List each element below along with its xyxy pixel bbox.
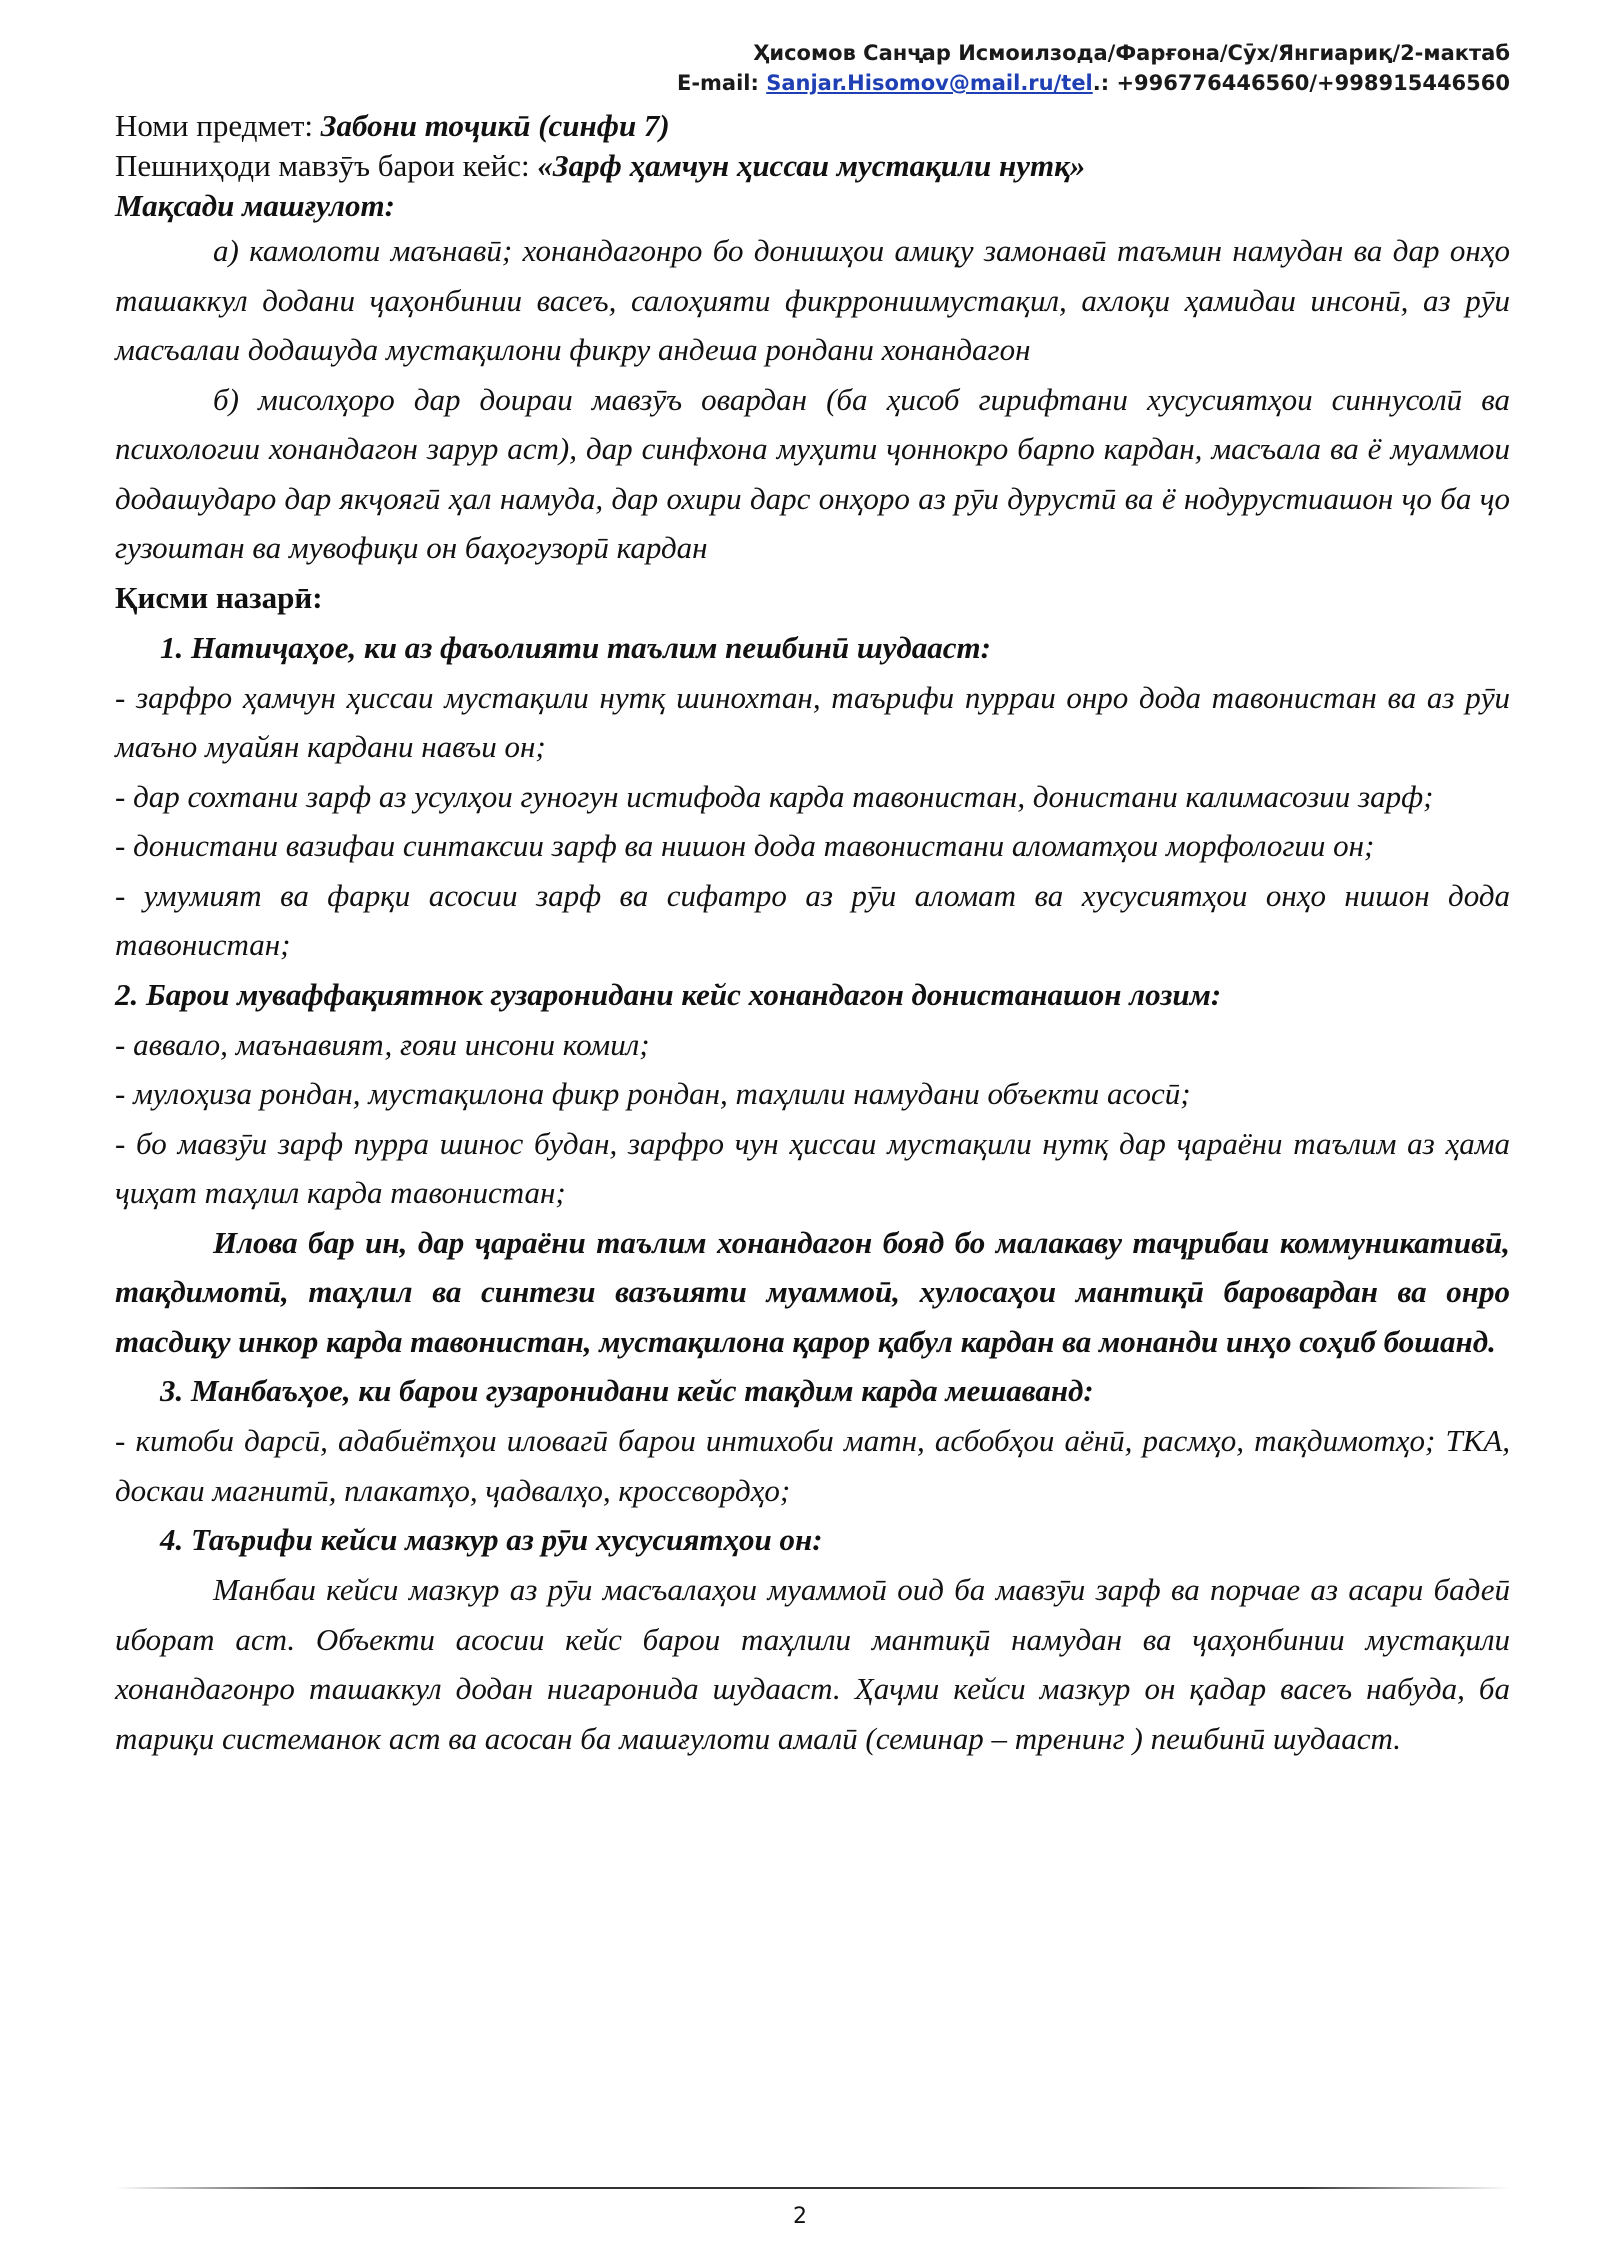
subject-label: Номи предмет:: [115, 108, 321, 143]
list-item: - донистани вазифаи синтаксии зарф ва нишон дода тавонистани аломатҳои морфологии он;: [115, 828, 1375, 863]
topic-value: «Зарф ҳамчун ҳиссаи мустақили нутқ»: [537, 148, 1086, 183]
email-label: E-mail:: [676, 71, 767, 95]
section-4-heading: 4. Таърифи кейси мазкур аз рӯи хусусиятҳои он:: [160, 1522, 823, 1557]
list-item: - дар сохтани зарф аз усулҳои гуногун истифода карда тавонистан, донистани калимасозии зарф;: [115, 778, 1434, 814]
footer-divider: [115, 2187, 1510, 2189]
list-item: - зарфро ҳамчун ҳиссаи мустақили нутқ шинохтан, таърифи пурраи онро дода тавонистан ва аз рӯи маъно муайян кардани навъи он;: [115, 679, 1510, 764]
page-number: 2: [793, 2204, 807, 2229]
list-item: - китоби дарсӣ, адабиётҳои иловагӣ барои интихоби матн, асбобҳои аёнӣ, расмҳо, тақдимотҳо; ТКА, доскаи магнитӣ, плакатҳо, ҷадвалҳо, кроссвордҳо;: [115, 1423, 1510, 1508]
contact-line: [677, 68, 1510, 98]
topic-label: Пешниҳоди мавзӯъ барои кейс:: [115, 148, 538, 183]
goal-a: а) камолоти маънавӣ; хонандагонро бо донишҳои амиқу замонавӣ таъмин намудан ва дар онҳо ташаккул додани ҷаҳонбинии васеъ, салоҳияти фикррониимустақил, ахлоқи ҳамидаи инсонӣ, аз рӯи масъалаи додашуда мустақилони фикру андеша рондани хонандагон: [115, 233, 1510, 367]
theory-heading: Қисми назарӣ:: [115, 579, 323, 615]
subject-value: Забони тоҷикӣ (синфи 7): [320, 108, 670, 143]
email-link[interactable]: Sanjar.Hisomov@mail.ru/tel: [766, 71, 1093, 95]
goal-b: б) мисолҳоро дар доираи мавзӯъ овардан (ба ҳисоб гирифтани хусусиятҳои синнусолӣ ва психологии хонандагон зарур аст), дар синфхона муҳити ҷоннокро барпо кардан, масъала ва ё муаммои додашударо дар якҷоягӣ ҳал намуда, дар охири дарс онҳоро аз рӯи дурустӣ ва ё нодурустиашон ҷо ба ҷо гузоштан ва мувофиқи он баҳогузорӣ кардан: [115, 381, 1510, 565]
subject-line: [115, 106, 1510, 146]
list-item: - бо мавзӯи зарф пурра шинос будан, зарфро чун ҳиссаи мустақили нутқ дар ҷараёни таълим аз ҳама ҷиҳат таҳлил карда тавонистан;: [115, 1125, 1510, 1210]
section-3-heading: 3. Манбаъҳое, ки барои гузаронидани кейс тақдим карда мешаванд:: [160, 1373, 1094, 1408]
list-item: - аввало, маънавият, ғояи инсони комил;: [115, 1026, 650, 1062]
topic-line: [115, 146, 1510, 186]
section-2-note: Илова бар ин, дар ҷараёни таълим хонандагон бояд бо малакаву таҷрибаи коммуникативӣ, тақдимотӣ, таҳлил ва синтези вазъияти муаммоӣ, хулосаҳои мантиқӣ баровардан ва онро тасдиқу инкор карда тавонистан, мустақилона қарор қабул кардан ва монанди инҳо соҳиб бошанд.: [115, 1224, 1510, 1359]
page-header: [677, 38, 1510, 98]
section-1-heading: 1. Натиҷаҳое, ки аз фаъолияти таълим пешбинӣ шудааст:: [160, 629, 991, 665]
phone-numbers: .: +996776446560/+998915446560: [1092, 71, 1510, 95]
goals-heading: Мақсади машғулот:: [115, 188, 395, 223]
list-item: - мулоҳиза рондан, мустақилона фикр рондан, таҳлили намудани объекти асосӣ;: [115, 1076, 1191, 1111]
section-4-text: Манбаи кейси мазкур аз рӯи масъалаҳои муаммоӣ оид ба мавзӯи зарф ва порчае аз асари бадеӣ иборат аст. Объекти асосии кейс барои таҳлили мантиқӣ намудан ва ҷаҳонбинии мустақили хонандагонро ташаккул додан нигаронида шудааст. Ҳаҷми кейси мазкур он қадар васеъ набуда, ба тариқи системанок аст ва асосан ба машғулоти амалӣ (семинар – тренинг ) пешбинӣ шудааст.: [115, 1572, 1510, 1756]
list-item: - умумият ва фарқи асосии зарф ва сифатро аз рӯи аломат ва хусусиятҳои онҳо нишон дода тавонистан;: [115, 877, 1510, 962]
author-line: Ҳисомов Санҷар Исмоилзода/Фарғона/Сӯх/Янгиариқ/2-мактаб: [753, 41, 1510, 65]
section-2-heading: 2. Барои муваффақиятнок гузаронидани кейс хонандагон донистанашон лозим:: [115, 976, 1222, 1012]
document-body: [115, 106, 1510, 1763]
